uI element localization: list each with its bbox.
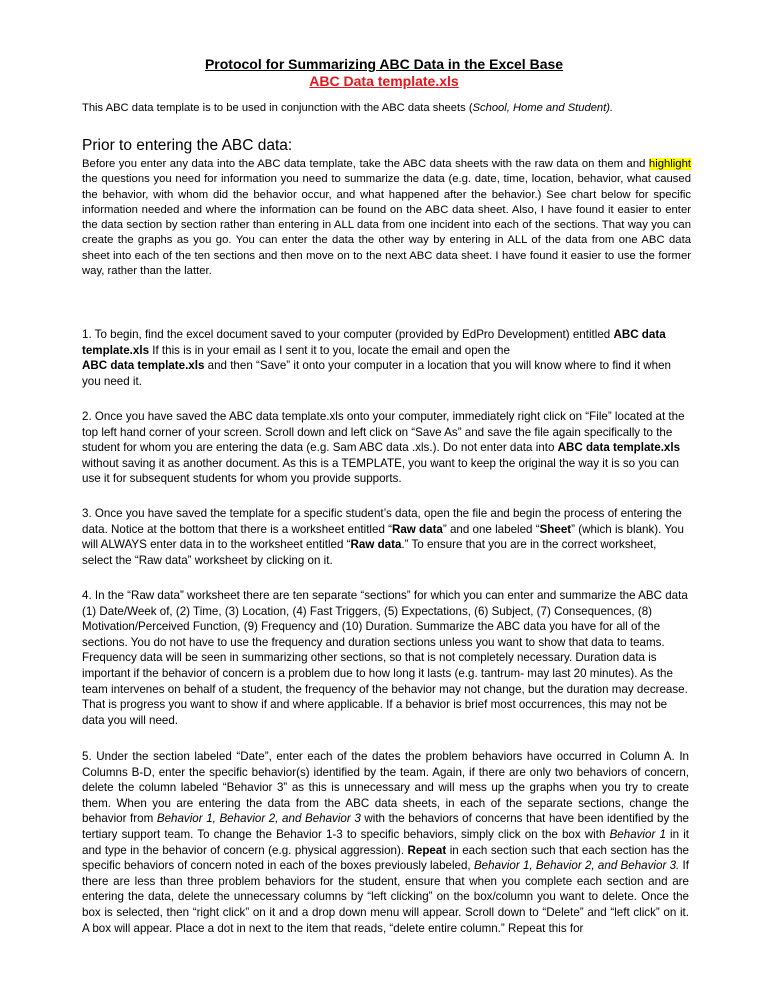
step-4-paragraph: 4. In the “Raw data” worksheet there are ten separate “sections” for which you can enter and summarize the ABC data (1) Date/Week of, (2) Time, (3) Location, (4) Fast Triggers, (5) Expectations, (6) Subject, (7) Consequences, (8) Motivation/Perceived Function, (9) Frequency and (10) Duration. Summarize the ABC data you have for all of the sections. You do not have to use the frequency and duration sections unless you want to show that data to teams. Frequency data will be seen in summarizing other sections, so that is not completely necessary. Duration data is important if the behavior of concern is a problem due to how long it lasts (e.g. tantrum- may last 20 minutes). As the team intervenes on behalf of a student, the frequency of the behavior may not change, but the duration may decrease. That is progress you want to show if and where applicable. If a behavior is brief most occurrences, this may not be data you will need. bbox=[82, 589, 688, 727]
document-subtitle: ABC Data template.xls bbox=[309, 73, 459, 89]
step-1-paragraph: 1. To begin, find the excel document saved to your computer (provided by EdPro Development) entitled ABC data template.xls If this is in your email as I sent it to you, locate the email and open the ABC data template.xls and then “Save” it onto your computer in a location that you will know where to find it when you need it. bbox=[82, 328, 672, 388]
step-5-paragraph: 5. Under the section labeled “Date”, enter each of the dates the problem behaviors have occurred in Column A. In Columns B-D, enter the specific behavior(s) identified by the team. Again, if there are only two behaviors of concern, delete the column labeled “Behavior 3” as this is unnecessary and will mess up the graphs when you try to create them. When you are entering the data from the ABC data sheets, in each of the separate sections, change the behavior from Behavior 1, Behavior 2, and Behavior 3 with the behaviors of concerns that have been identified by the tertiary support team. To change the Behavior 1-3 to specific behaviors, simply click on the box with Behavior 1 in it and type in the behavior of concern (e.g. physical aggression). Repeat in each section such that each section has the specific behaviors of concern noted in each of the boxes previously labeled, Behavior 1, Behavior 2, and Behavior 3. If there are less than three problem behaviors for the student, ensure that when you complete each section and are entering the data, delete the unnecessary columns by “left clicking” on the box/column you want to delete. Once the box is selected, then “right click” on it and a drop down menu will appear. Scroll down to “Delete” and “left click” on it. A box will appear. Place a dot in next to the item that reads, “delete entire column.” Repeat this for bbox=[82, 750, 689, 935]
step-2-paragraph: 2. Once you have saved the ABC data template.xls onto your computer, immediately right click on “File” located at the top left hand corner of your screen. Scroll down and left click on “Save As” and save the file again specifically to the student for whom you are entering the data (e.g. Sam ABC data .xls.). Do not enter data into ABC data template.xls without saving it as another document. As this is a TEMPLATE, you want to keep the original the way it is so you can use it for subsequent students for whom you provide supports. bbox=[82, 410, 685, 486]
prior-paragraph: Before you enter any data into the ABC data template, take the ABC data sheets with the raw data on them and highlight the questions you need for information you need to summarize the data (e.g. date, time, location, behavior, what caused the behavior, with whom did the behavior occur, and what happened after the behavior.) See chart below for specific information needed and where the information can be found on the ABC data sheet. Also, I have found it easier to enter the data section by section rather than entering in ALL data from one incident into each of the sections. That way you can create the graphs as you go. You can enter the data the other way by entering in ALL of the data from one ABC data sheet into each of the ten sections and then move on to the next ABC data sheet. I have found it easier to use the former way, rather than the latter. bbox=[82, 158, 691, 278]
section-heading: Prior to entering the ABC data: bbox=[82, 137, 293, 154]
document-title: Protocol for Summarizing ABC Data in the Excel Base bbox=[204, 56, 564, 72]
highlighted-word: highlight bbox=[648, 158, 691, 170]
intro-text: This ABC data template is to be used in conjunction with the ABC data sheets (School, Home and Student). bbox=[82, 102, 614, 114]
step-3-paragraph: 3. Once you have saved the template for a specific student’s data, open the file and begin the process of entering the data. Notice at the bottom that there is a worksheet entitled “Raw data” and one labeled “Sheet” (which is blank). You will ALWAYS enter data in to the worksheet entitled “Raw data.” To ensure that you are in the correct worksheet, select the “Raw data” worksheet by clicking on it. bbox=[82, 507, 684, 567]
